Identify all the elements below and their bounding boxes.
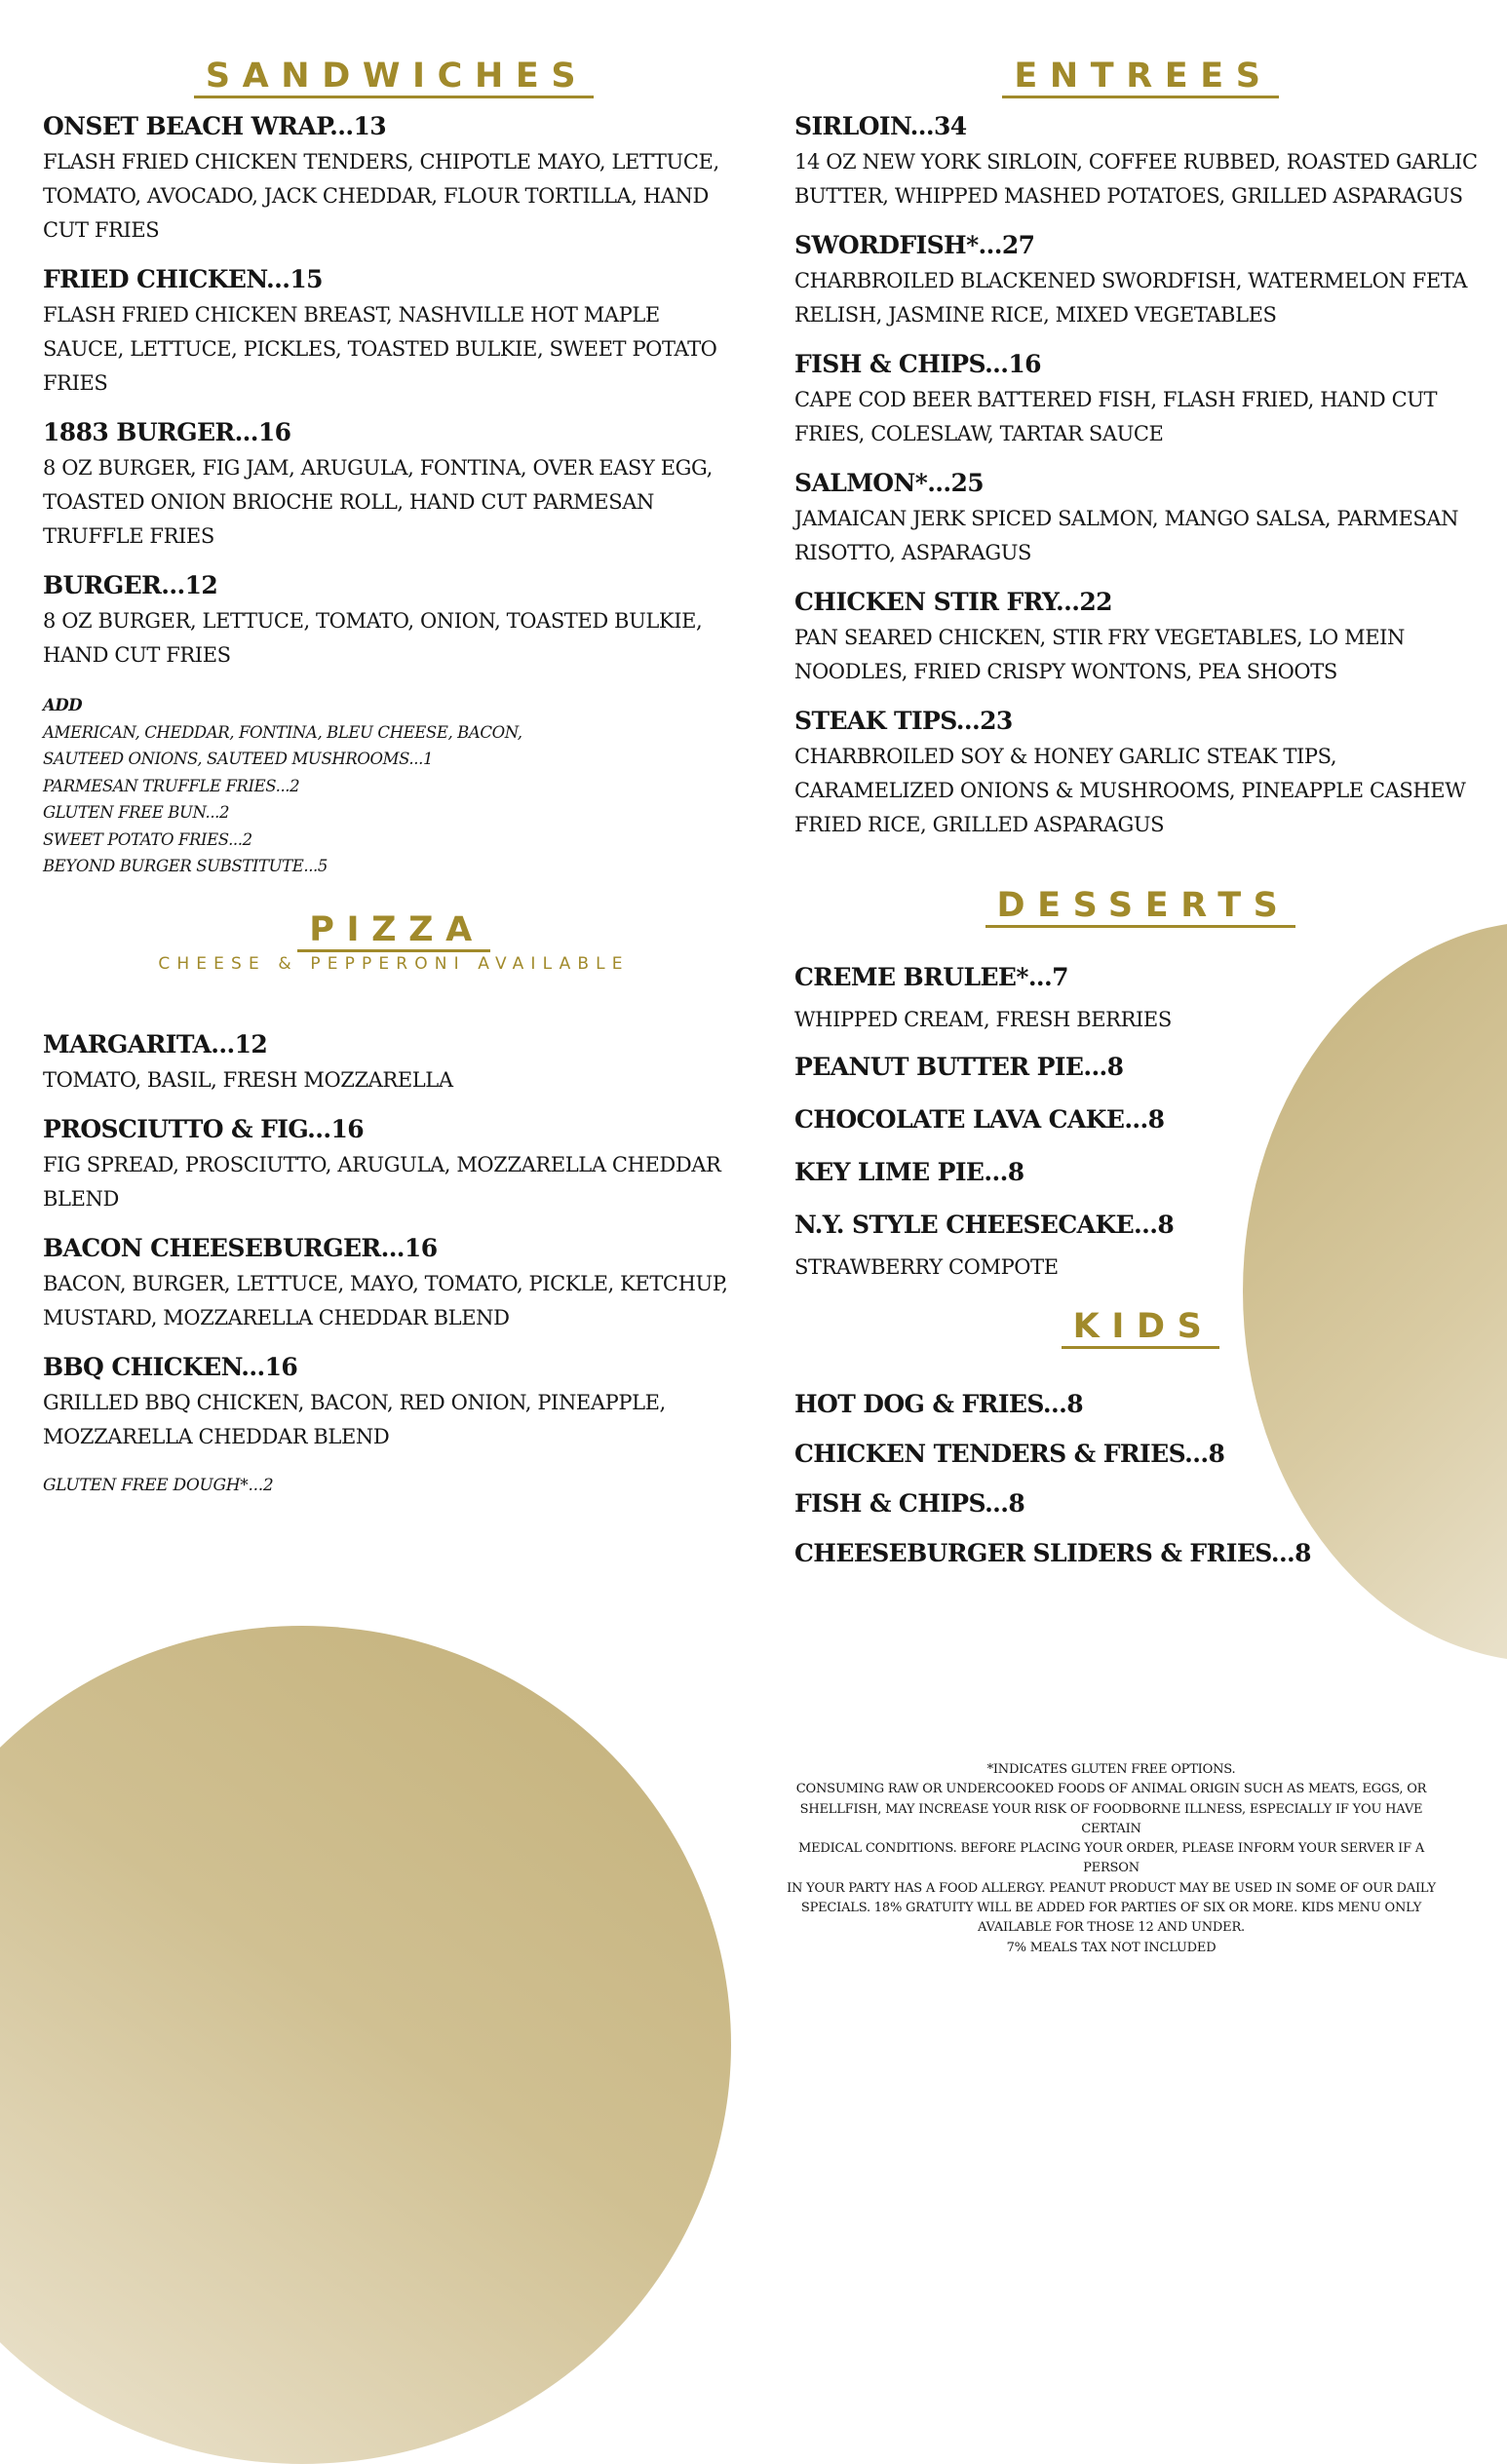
item-description: GRILLED BBQ CHICKEN, BACON, RED ONION, PINEAPPLE, MOZZARELLA CHEDDAR BLEND <box>43 1390 666 1448</box>
menu-item <box>43 1232 745 1335</box>
kids-item: CHICKEN TENDERS & FRIES...8 <box>794 1440 1225 1468</box>
add-on-line: GLUTEN FREE BUN...2 <box>43 803 230 822</box>
dessert-item: KEY LIME PIE...8 <box>794 1158 1024 1186</box>
item-description: CHARBROILED SOY & HONEY GARLIC STEAK TIPS, CARAMELIZED ONIONS & MUSHROOMS, PINEAPPLE CASHEW FRIED RICE, GRILLED ASPARAGUS <box>794 745 1466 836</box>
add-on-line: PARMESAN TRUFFLE FRIES...2 <box>43 776 300 795</box>
item-name: PROSCIUTTO & FIG...16 <box>43 1114 365 1143</box>
kids-item: FISH & CHIPS...8 <box>794 1489 1025 1518</box>
item-name: SALMON*...25 <box>794 469 985 497</box>
item-description: 8 OZ BURGER, FIG JAM, ARUGULA, FONTINA, OVER EASY EGG, TOASTED ONION BRIOCHE ROLL, HAND CUT PARMESAN TRUFFLE FRIES <box>43 456 713 548</box>
item-name: 1883 BURGER...16 <box>43 418 291 446</box>
menu-item <box>794 229 1487 332</box>
menu-item <box>43 569 745 673</box>
item-description: 14 OZ NEW YORK SIRLOIN, COFFEE RUBBED, ROASTED GARLIC BUTTER, WHIPPED MASHED POTATOES, GRILLED ASPARAGUS <box>794 150 1478 208</box>
item-description: PAN SEARED CHICKEN, STIR FRY VEGETABLES, LO MEIN NOODLES, FRIED CRISPY WONTONS, PEA SHOOTS <box>794 626 1406 683</box>
kids-item: HOT DOG & FRIES...8 <box>794 1390 1084 1418</box>
menu-item <box>794 467 1487 570</box>
item-name: MARGARITA...12 <box>43 1029 268 1059</box>
item-description: JAMAICAN JERK SPICED SALMON, MANGO SALSA, PARMESAN RISOTTO, ASPARAGUS <box>794 507 1459 564</box>
add-on-line: BEYOND BURGER SUBSTITUTE...5 <box>43 857 328 875</box>
right-column <box>794 54 1487 1587</box>
add-ons <box>43 692 745 880</box>
dessert-item: PEANUT BUTTER PIE...8 <box>794 1053 1124 1081</box>
menu-item <box>43 263 745 401</box>
footnote-line: SPECIALS. 18% GRATUITY WILL BE ADDED FOR PARTIES OF SIX OR MORE. KIDS MENU ONLY <box>800 1901 1422 1916</box>
dessert-description: WHIPPED CREAM, FRESH BERRIES <box>794 1008 1172 1031</box>
footnote-line: 7% MEALS TAX NOT INCLUDED <box>1006 1940 1217 1955</box>
menu-item <box>43 1113 745 1216</box>
item-name: BURGER...12 <box>43 571 218 599</box>
footnote-line: MEDICAL CONDITIONS. BEFORE PLACING YOUR ORDER, PLEASE INFORM YOUR SERVER IF A PERSON <box>797 1841 1425 1876</box>
item-name: SIRLOIN...34 <box>794 112 967 140</box>
kids-list <box>794 1388 1487 1570</box>
item-name: ONSET BEACH WRAP...13 <box>43 112 387 140</box>
decorative-circle-left <box>0 1626 731 2464</box>
desserts-heading: DESSERTS <box>794 883 1487 928</box>
pizza-subtitle: CHEESE & PEPPERONI AVAILABLE <box>158 953 630 974</box>
item-name: BACON CHEESEBURGER...16 <box>43 1233 438 1262</box>
menu-item <box>794 348 1487 451</box>
item-name: BBQ CHICKEN...16 <box>43 1352 298 1381</box>
allergy-footnote <box>770 1760 1452 1958</box>
kids-heading: KIDS <box>794 1304 1487 1349</box>
item-description: 8 OZ BURGER, LETTUCE, TOMATO, ONION, TOASTED BULKIE, HAND CUT FRIES <box>43 609 703 667</box>
add-ons-title: ADD <box>43 696 83 714</box>
item-description: TOMATO, BASIL, FRESH MOZZARELLA <box>43 1067 453 1092</box>
menu-item <box>43 1351 745 1454</box>
footnote-line: SHELLFISH, MAY INCREASE YOUR RISK OF FOODBORNE ILLNESS, ESPECIALLY IF YOU HAVE CERTAIN <box>799 1801 1423 1836</box>
footnote-line: CONSUMING RAW OR UNDERCOOKED FOODS OF ANIMAL ORIGIN SUCH AS MEATS, EGGS, OR <box>795 1782 1427 1797</box>
item-name: FRIED CHICKEN...15 <box>43 265 323 293</box>
item-description: FIG SPREAD, PROSCIUTTO, ARUGULA, MOZZARELLA CHEDDAR BLEND <box>43 1152 721 1211</box>
item-description: FLASH FRIED CHICKEN BREAST, NASHVILLE HOT MAPLE SAUCE, LETTUCE, PICKLES, TOASTED BULKIE, SWEET POTATO FRIES <box>43 303 717 395</box>
gluten-free-dough-note: GLUTEN FREE DOUGH*...2 <box>43 1475 274 1495</box>
sandwiches-list <box>43 110 745 673</box>
item-description: CAPE COD BEER BATTERED FISH, FLASH FRIED, HAND CUT FRIES, COLESLAW, TARTAR SAUCE <box>794 388 1438 445</box>
dessert-description: STRAWBERRY COMPOTE <box>794 1255 1059 1279</box>
menu-item <box>794 110 1487 213</box>
add-on-line: SWEET POTATO FRIES...2 <box>43 829 252 849</box>
dessert-item: CREME BRULEE*...7 <box>794 963 1068 991</box>
desserts-list <box>794 961 1487 1281</box>
sandwiches-heading: SANDWICHES <box>43 54 745 98</box>
item-description: FLASH FRIED CHICKEN TENDERS, CHIPOTLE MAYO, LETTUCE, TOMATO, AVOCADO, JACK CHEDDAR, FLOUR TORTILLA, HAND CUT FRIES <box>43 150 719 242</box>
item-description: CHARBROILED BLACKENED SWORDFISH, WATERMELON FETA RELISH, JASMINE RICE, MIXED VEGETABLES <box>794 269 1467 327</box>
entrees-heading: ENTREES <box>794 54 1487 98</box>
menu-item <box>794 705 1487 842</box>
footnote-line: AVAILABLE FOR THOSE 12 AND UNDER. <box>978 1920 1245 1936</box>
kids-item: CHEESEBURGER SLIDERS & FRIES...8 <box>794 1539 1311 1567</box>
add-on-line: AMERICAN, CHEDDAR, FONTINA, BLEU CHEESE, BACON, <box>43 722 522 742</box>
menu-item <box>43 416 745 554</box>
menu-item <box>794 586 1487 689</box>
menu-item <box>43 110 745 248</box>
item-name: STEAK TIPS...23 <box>794 707 1013 735</box>
footnote-line: IN YOUR PARTY HAS A FOOD ALLERGY. PEANUT PRODUCT MAY BE USED IN SOME OF OUR DAILY <box>787 1880 1436 1896</box>
dessert-item: CHOCOLATE LAVA CAKE...8 <box>794 1105 1165 1134</box>
dessert-item: N.Y. STYLE CHEESECAKE...8 <box>794 1211 1175 1239</box>
add-on-line: SAUTEED ONIONS, SAUTEED MUSHROOMS...1 <box>43 750 434 768</box>
entrees-list <box>794 110 1487 842</box>
item-description: BACON, BURGER, LETTUCE, MAYO, TOMATO, PICKLE, KETCHUP, MUSTARD, MOZZARELLA CHEDDAR BLEND <box>43 1271 728 1329</box>
menu-item <box>43 1028 745 1097</box>
pizza-heading: PIZZA <box>43 907 745 952</box>
footnote-line: *INDICATES GLUTEN FREE OPTIONS. <box>986 1762 1236 1777</box>
item-name: FISH & CHIPS...16 <box>794 350 1041 378</box>
item-name: SWORDFISH*...27 <box>794 231 1035 259</box>
item-name: CHICKEN STIR FRY...22 <box>794 588 1112 616</box>
pizza-list <box>43 1028 745 1454</box>
left-column <box>43 54 745 1495</box>
